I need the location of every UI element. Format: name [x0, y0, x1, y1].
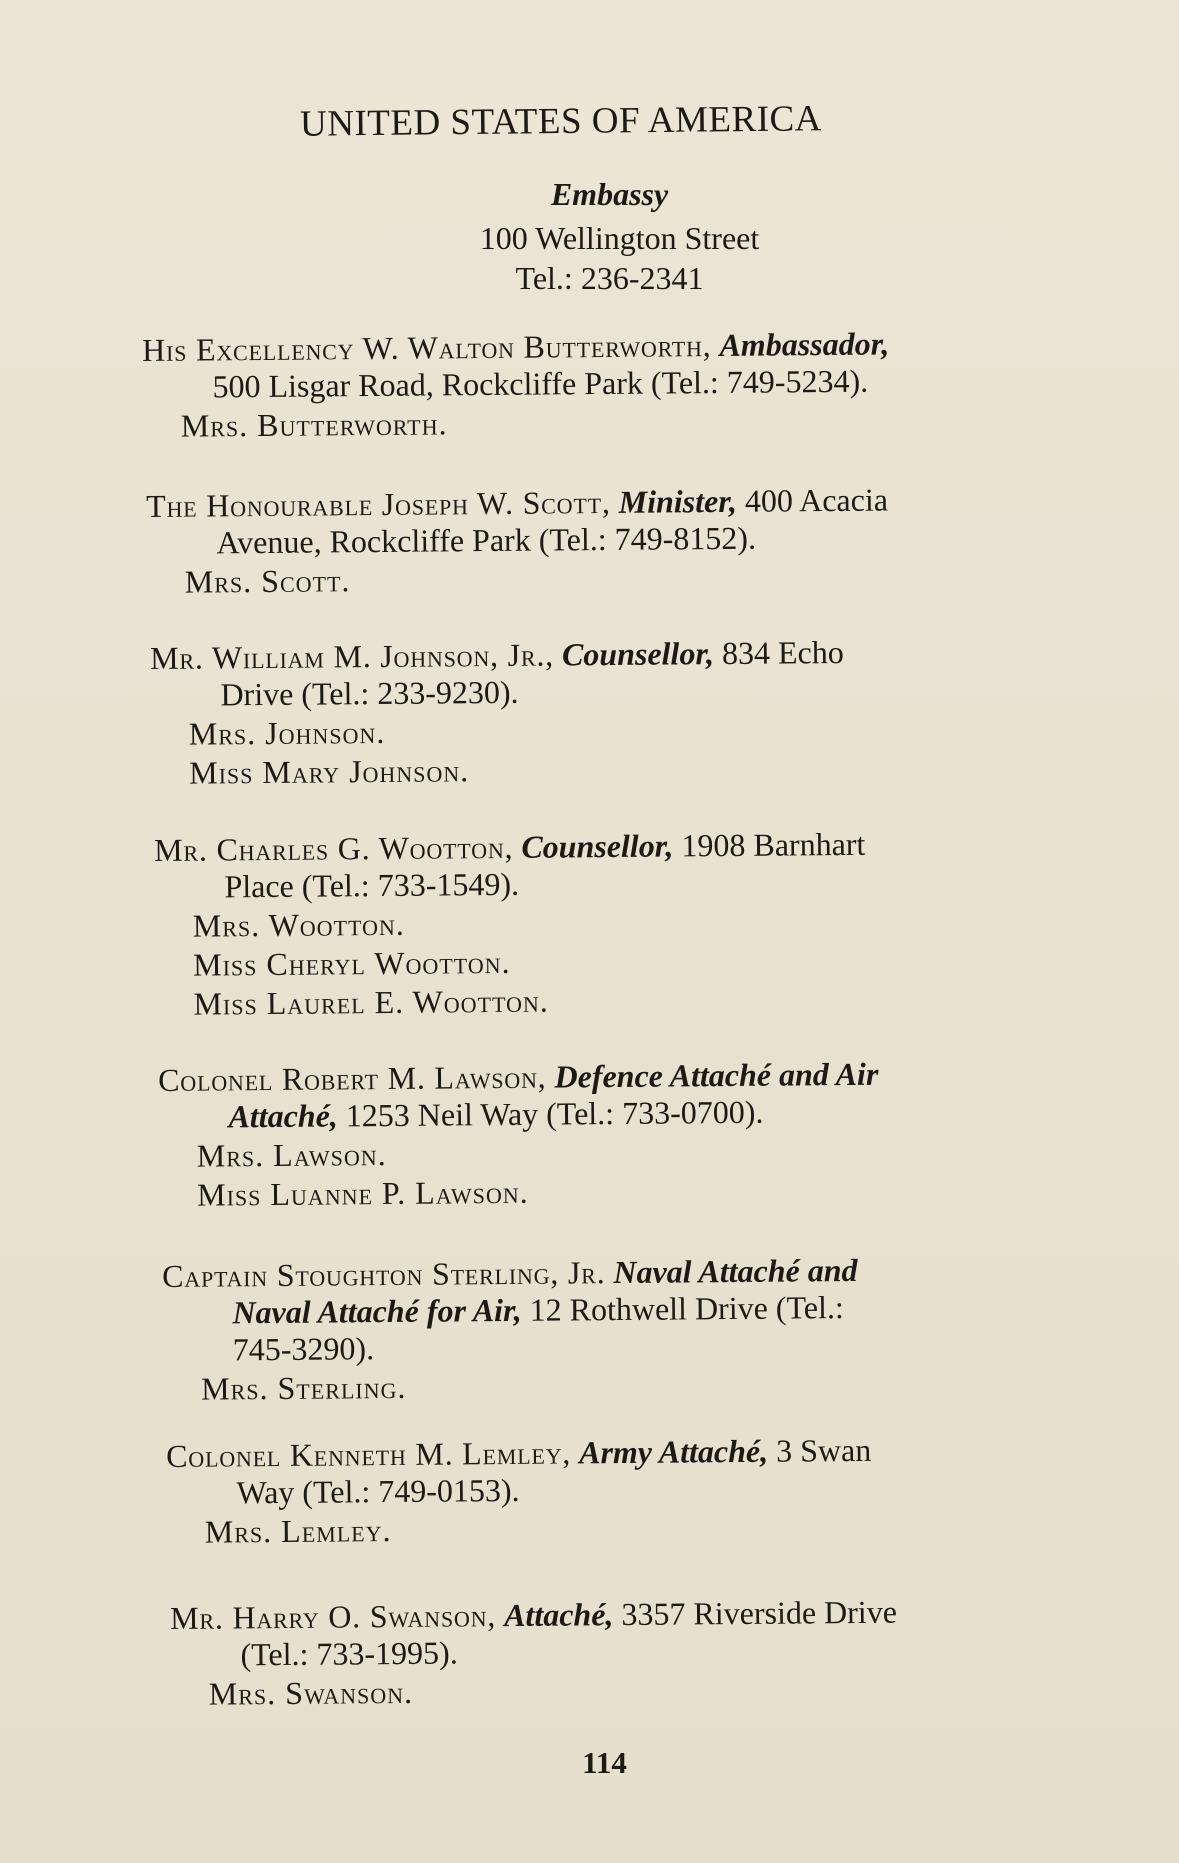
entry-position: Army Attaché, [578, 1432, 769, 1471]
entry-line1 [158, 1056, 878, 1099]
country-heading: UNITED STATES OF AMERICA [299, 98, 823, 145]
entry-line1 [162, 1252, 858, 1295]
entry-line2: Drive (Tel.: 233-9230). [220, 673, 519, 713]
entry-name: Mr. Charles G. Wootton, [154, 828, 514, 868]
entry-line2: Avenue, Rockcliffe Park (Tel.: 749-8152). [216, 519, 757, 561]
entry-address: 834 Echo [721, 633, 844, 672]
entry-line2: (Tel.: 733-1995). [240, 1634, 458, 1673]
entry-line1 [150, 634, 844, 677]
entry-position-continued: Attaché, [228, 1097, 338, 1135]
entry-family-member: Mrs. Lawson. [196, 1136, 387, 1174]
entry-line2: 500 Lisgar Road, Rockcliffe Park (Tel.: 749-5234). [212, 362, 869, 405]
embassy-telephone: Tel.: 236-2341 [515, 260, 704, 296]
entry-position: Counsellor, [521, 827, 674, 865]
entry-line2: Way (Tel.: 749-0153). [236, 1471, 520, 1511]
entry-counsellor-wootton [154, 826, 867, 1023]
entry-defence-attache [158, 1056, 879, 1214]
entry-family-member: Mrs. Lemley. [204, 1512, 392, 1550]
entry-line3: 745-3290). [232, 1330, 375, 1368]
entry-position-continued: Naval Attaché for Air, [232, 1291, 522, 1331]
entry-army-attache [166, 1432, 872, 1551]
entry-family-member: Mrs. Butterworth. [180, 405, 448, 444]
entry-family-member: Mrs. Wootton. [192, 905, 405, 944]
entry-name: The Honourable Joseph W. Scott, [146, 483, 611, 524]
entry-name: Colonel Kenneth M. Lemley, [166, 1434, 572, 1474]
entry-address: 12 Rothwell Drive (Tel.: [529, 1289, 844, 1328]
entry-naval-attache [162, 1252, 859, 1408]
entry-line1 [146, 482, 888, 525]
entry-name: Captain Stoughton Sterling, Jr. [162, 1254, 606, 1294]
entry-family-member: Mrs. Sterling. [200, 1368, 407, 1407]
entry-address: 3357 Riverside Drive [621, 1593, 898, 1633]
entry-line2 [162, 1289, 858, 1332]
entry-position: Ambassador, [719, 325, 890, 363]
entry-family-member: Miss Mary Johnson. [189, 752, 470, 791]
entry-address: 1908 Barnhart [681, 825, 866, 864]
entry-family-member: Mrs. Johnson. [188, 713, 386, 752]
entry-address: 3 Swan [775, 1431, 872, 1469]
embassy-label: Embassy [550, 176, 669, 212]
entry-family-member: Mrs. Swanson. [208, 1673, 414, 1712]
entry-position: Counsellor, [561, 635, 715, 673]
entry-ambassador [142, 325, 890, 445]
entry-position: Naval Attaché and [613, 1251, 858, 1291]
embassy-address: 100 Wellington Street [479, 220, 760, 256]
entry-line1 [166, 1432, 871, 1475]
entry-family-member: Miss Cheryl Wootton. [193, 943, 511, 983]
entry-position: Minister, [618, 482, 738, 520]
entry-address: 1253 Neil Way (Tel.: 733-0700). [345, 1093, 764, 1134]
entry-name: Mr. William M. Johnson, Jr., [150, 636, 555, 676]
entry-line1 [154, 826, 866, 869]
entry-line2: Place (Tel.: 733-1549). [224, 865, 520, 905]
entry-attache-swanson [170, 1594, 898, 1713]
entry-position: Attaché, [503, 1596, 614, 1634]
entry-name: Mr. Harry O. Swanson, [170, 1597, 497, 1636]
page-number: 114 [582, 1745, 627, 1780]
entry-name: Colonel Robert M. Lawson, [158, 1058, 547, 1098]
entry-family-member: Miss Laurel E. Wootton. [193, 982, 549, 1022]
entry-counsellor-johnson [150, 634, 845, 792]
entry-line1 [170, 1594, 897, 1637]
entry-minister [146, 482, 889, 601]
entry-family-member: Miss Luanne P. Lawson. [197, 1173, 529, 1213]
entry-address: 400 Acacia [744, 481, 889, 519]
entry-family-member: Mrs. Scott. [184, 562, 351, 600]
entry-line2 [158, 1093, 878, 1136]
entry-position: Defence Attaché and Air [554, 1055, 879, 1095]
entry-name: His Excellency W. Walton Butterworth, [142, 327, 712, 368]
